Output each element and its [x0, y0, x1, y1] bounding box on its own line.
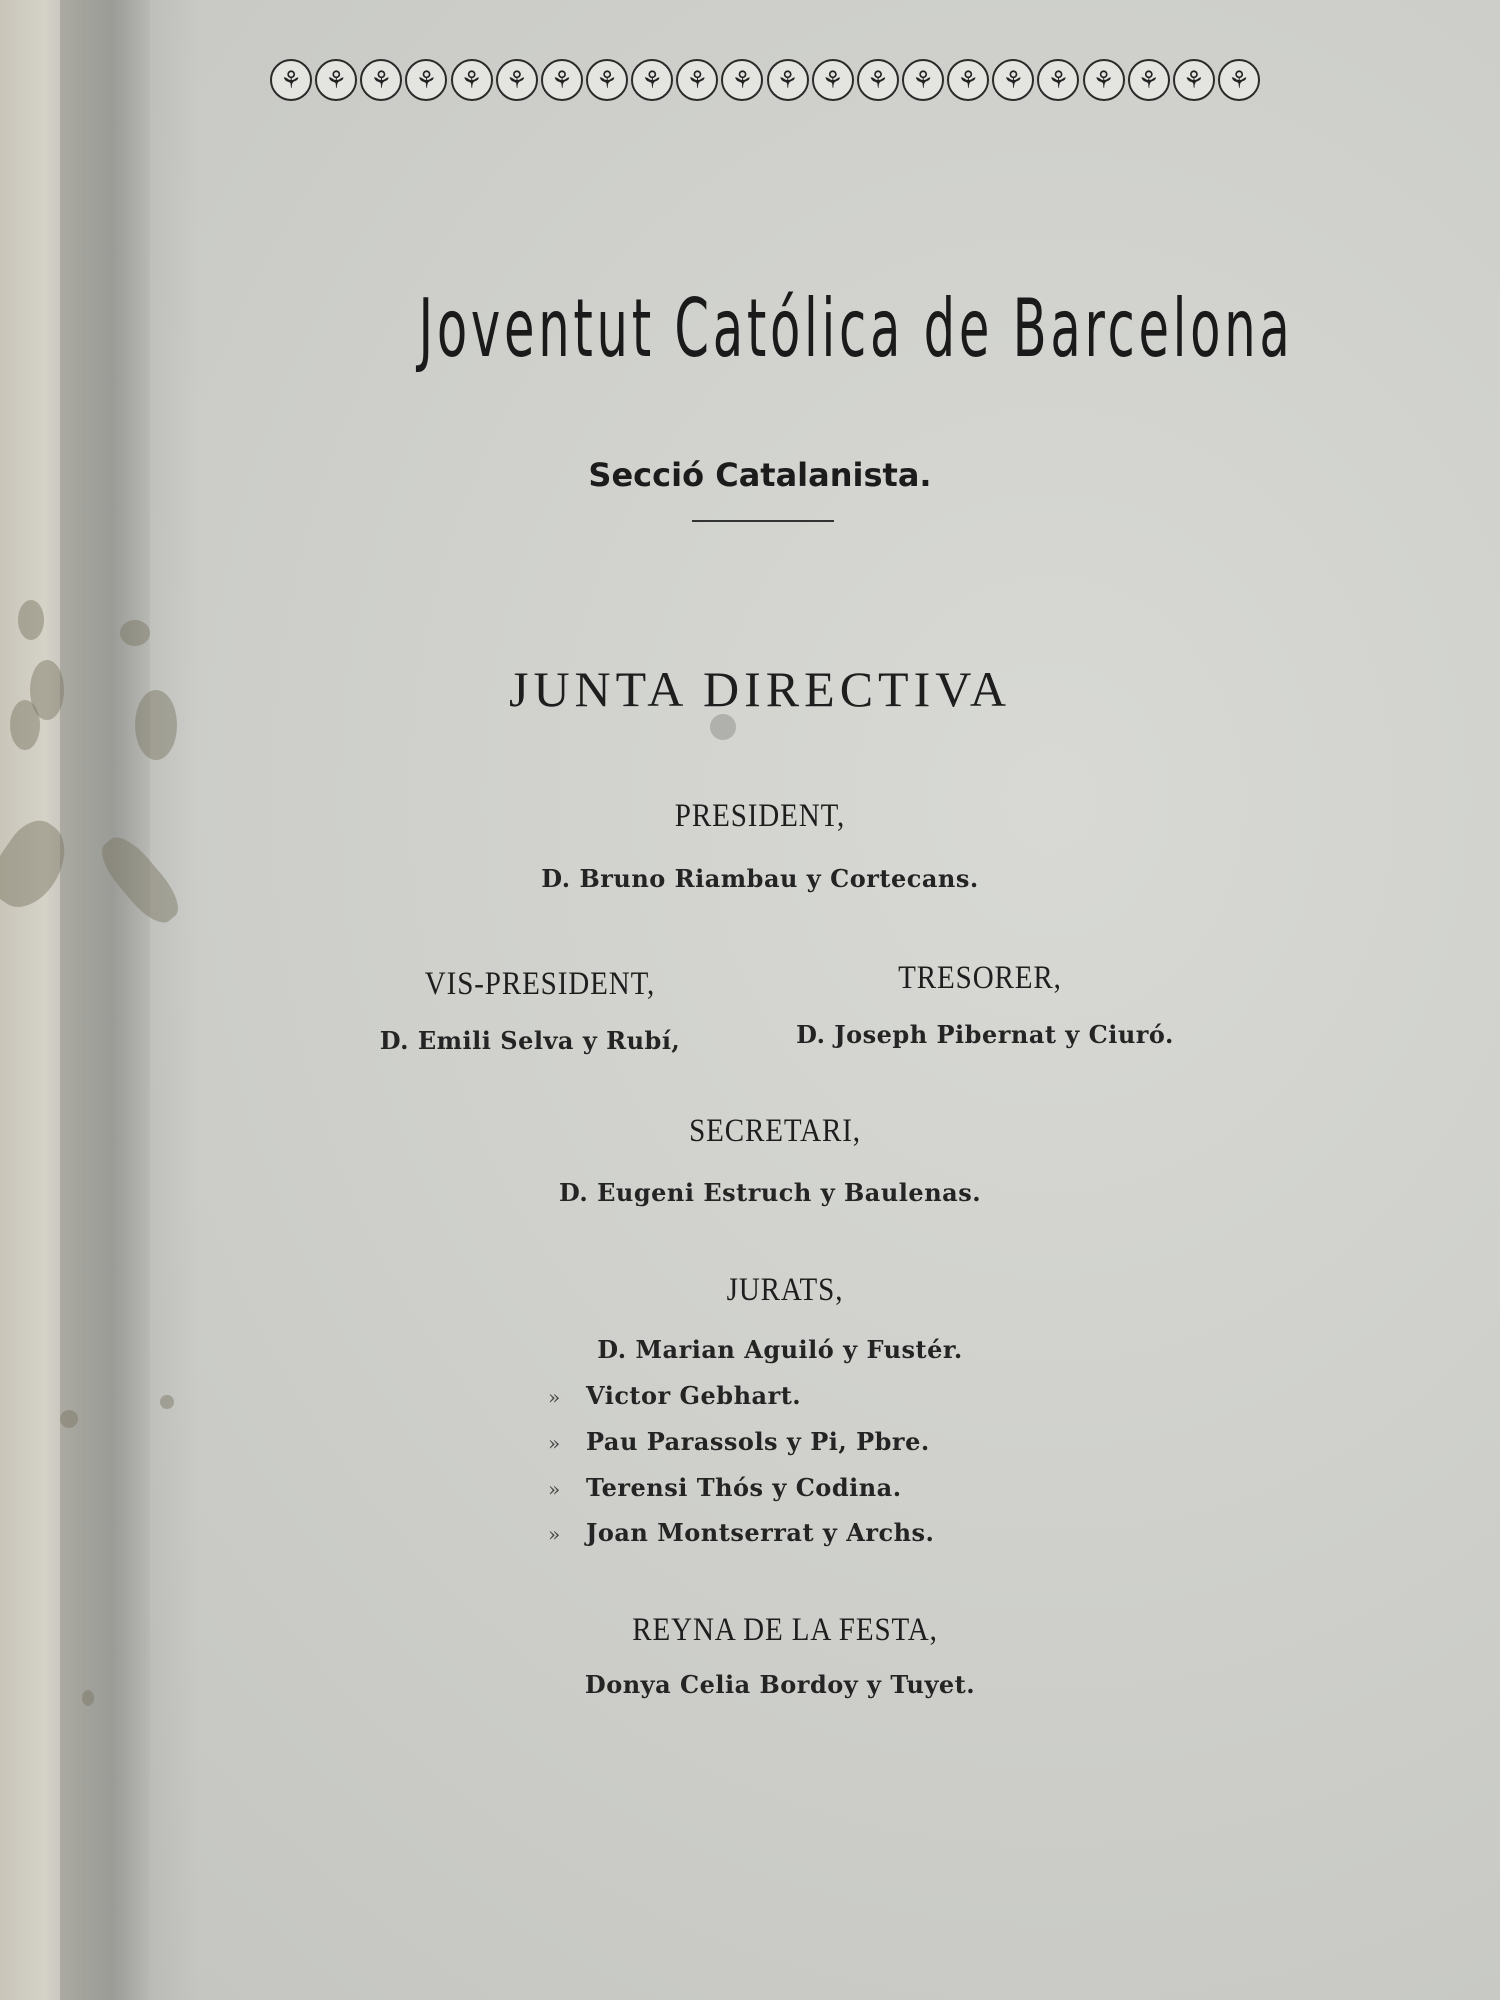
ornament-icon: ⚘	[360, 59, 402, 101]
ornament-icon: ⚘	[315, 59, 357, 101]
stain	[82, 1690, 94, 1706]
role-president: PRESIDENT,	[674, 798, 846, 834]
jurat-name: Joan Montserrat y Archs.	[586, 1518, 935, 1547]
ornament-icon: ⚘	[405, 59, 447, 101]
ornament-icon: ⚘	[1083, 59, 1125, 101]
ornament-icon: ⚘	[947, 59, 989, 101]
role-secretari: SECRETARI,	[689, 1113, 861, 1149]
ornament-icon: ⚘	[270, 59, 312, 101]
jurat-name: Pau Parassols y Pi, Pbre.	[586, 1427, 930, 1456]
name-vis-president: D. Emili Selva y Rubí,	[379, 1026, 681, 1055]
ornament-icon: ⚘	[857, 59, 899, 101]
stain	[160, 1395, 174, 1409]
stain	[120, 620, 150, 646]
ornament-icon: ⚘	[767, 59, 809, 101]
ornament-icon: ⚘	[496, 59, 538, 101]
ornamental-border	[270, 50, 1260, 110]
ornament-icon: ⚘	[812, 59, 854, 101]
ornament-icon: ⚘	[541, 59, 583, 101]
stain	[135, 690, 177, 760]
ditto-mark: »	[548, 1477, 561, 1501]
jurat-name: Victor Gebhart.	[586, 1381, 802, 1410]
divider-rule	[692, 520, 834, 522]
ornament-icon: ⚘	[586, 59, 628, 101]
name-tresorer: D. Joseph Pibernat y Ciuró.	[796, 1020, 1174, 1049]
stain	[60, 1410, 78, 1428]
ditto-mark: »	[548, 1385, 561, 1409]
ornament-icon: ⚘	[992, 59, 1034, 101]
role-tresorer: TRESORER,	[898, 960, 1062, 996]
jurat-name: Terensi Thós y Codina.	[586, 1473, 902, 1502]
ornament-icon: ⚘	[1128, 59, 1170, 101]
page-subtitle: Secció Catalanista.	[588, 456, 932, 494]
jurat-item	[548, 1427, 930, 1456]
jurat-item	[548, 1518, 934, 1547]
ornament-icon: ⚘	[1173, 59, 1215, 101]
gutter-shadow	[60, 0, 200, 2000]
ornament-icon: ⚘	[451, 59, 493, 101]
name-secretari: D. Eugeni Estruch y Baulenas.	[558, 1178, 982, 1207]
ornament-icon: ⚘	[676, 59, 718, 101]
ornament-icon: ⚘	[902, 59, 944, 101]
ornament-icon: ⚘	[1037, 59, 1079, 101]
page-title: Joventut Católica de Barcelona	[418, 282, 1294, 375]
role-reyna: REYNA DE LA FESTA,	[632, 1612, 938, 1648]
ditto-mark: »	[548, 1522, 561, 1546]
ornament-icon: ⚘	[721, 59, 763, 101]
jurat-item	[548, 1473, 902, 1502]
stain	[10, 700, 40, 750]
section-heading: JUNTA DIRECTIVA	[508, 661, 1012, 717]
ornament-icon: ⚘	[631, 59, 673, 101]
role-vis-president: VIS-PRESIDENT,	[424, 966, 656, 1002]
jurat-item	[548, 1381, 801, 1410]
role-jurats: JURATS,	[726, 1272, 844, 1308]
ditto-mark: »	[548, 1431, 561, 1455]
name-jurat-first: D. Marian Aguiló y Fustér.	[597, 1335, 963, 1364]
name-reyna: Donya Celia Bordoy y Tuyet.	[584, 1670, 976, 1699]
stain	[18, 600, 44, 640]
name-president: D. Bruno Riambau y Cortecans.	[541, 864, 979, 893]
ornament-icon: ⚘	[1218, 59, 1260, 101]
